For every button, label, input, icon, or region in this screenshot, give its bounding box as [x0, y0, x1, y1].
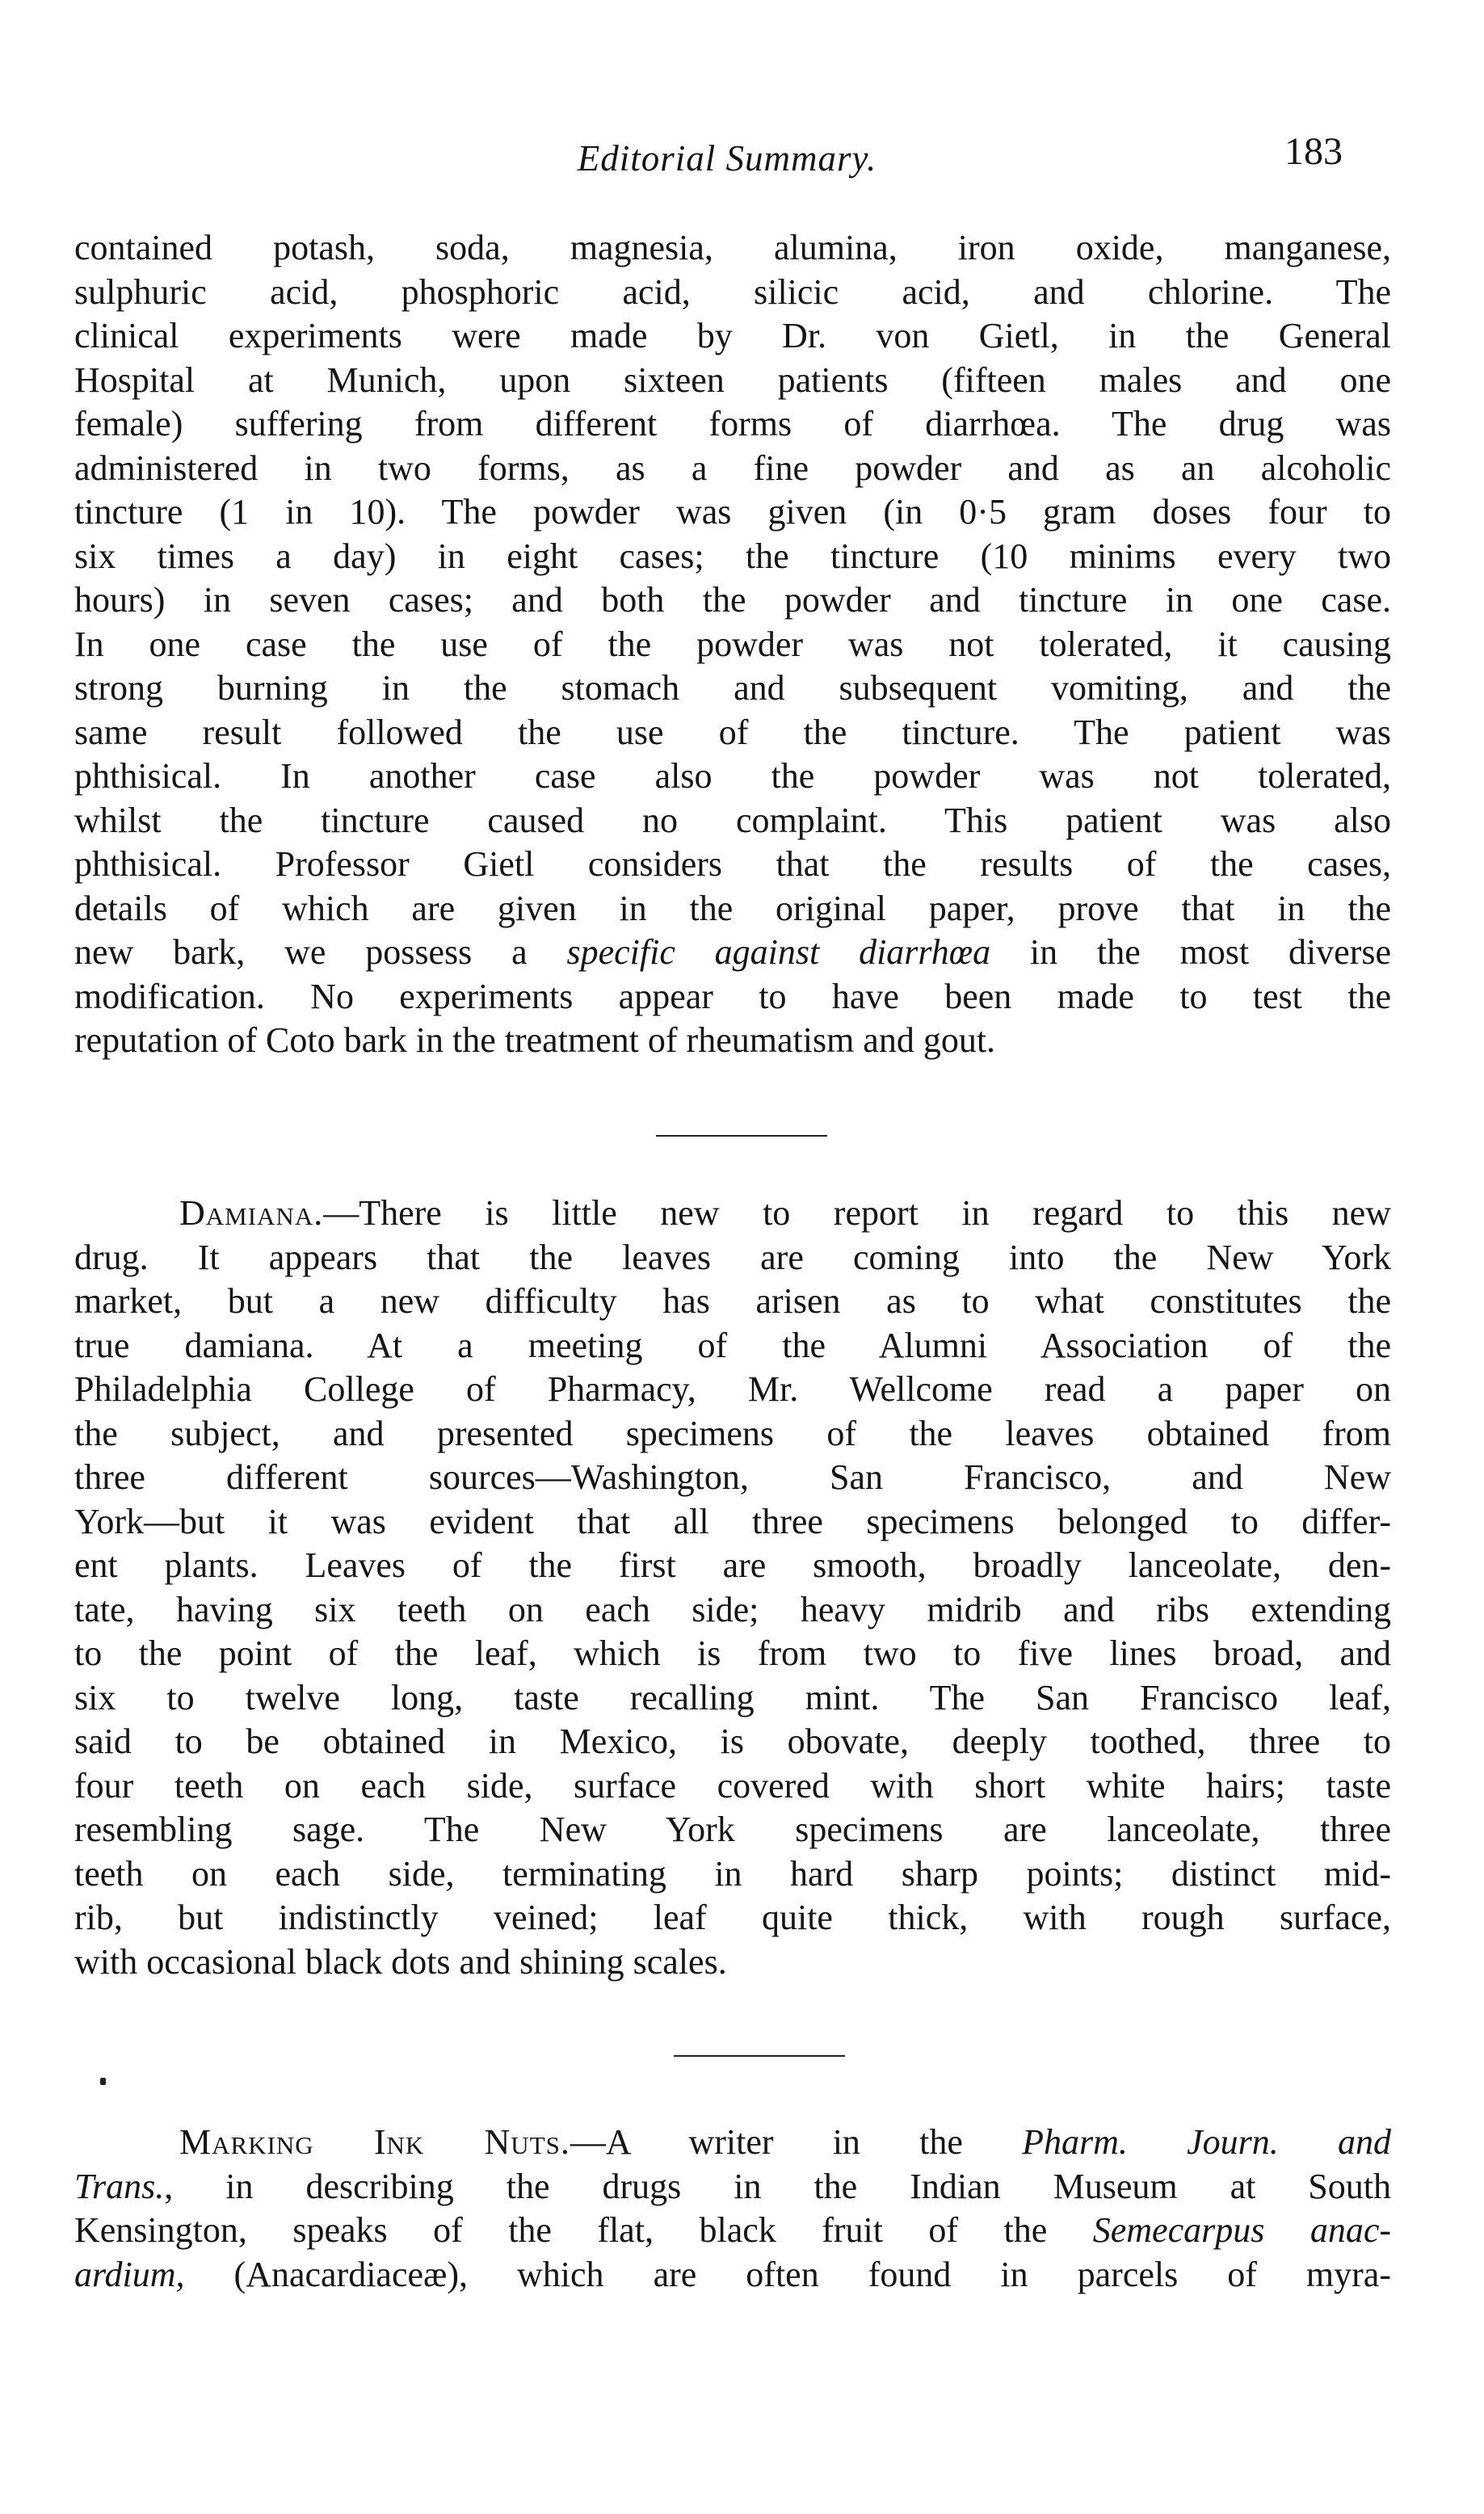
text-line [74, 1192, 1391, 1236]
text-line: tincture (1 in 10). The powder was given (in 0·5 gram doses four to [74, 492, 1391, 532]
text-run: (Anacardiaceæ), which are often found in parcels of myra- [184, 2254, 1391, 2294]
text-line: tate, having six teeth on each side; heavy midrib and ribs extending [74, 1589, 1391, 1629]
text-run: —There is little new to report in regard to this new [323, 1193, 1391, 1233]
text-line: female) suffering from different forms of diarrhœa. The drug was [74, 404, 1391, 444]
section-divider [656, 1135, 827, 1137]
italic-phrase: specific against diarrhœa [566, 932, 991, 972]
coto-paragraph [74, 226, 1391, 1063]
text-line: Hospital at Munich, upon sixteen patients (fifteen males and one [74, 359, 1391, 400]
text-line [74, 931, 1391, 975]
text-line: same result followed the use of the tincture. The patient was [74, 712, 1391, 752]
text-line: contained potash, soda, magnesia, alumina, iron oxide, manganese, [74, 228, 1391, 267]
species-name: ardium, [74, 2254, 185, 2294]
text-line: York—but it was evident that all three specimens belonged to differ- [74, 1501, 1391, 1541]
text-line: market, but a new difficulty has arisen as to what constitutes the [74, 1281, 1391, 1321]
text-line: resembling sage. The New York specimens are lanceolate, three [74, 1810, 1391, 1849]
text-line: six to twelve long, taste recalling mint. The San Francisco leaf, [74, 1677, 1391, 1717]
text-line: hours) in seven cases; and both the powder and tincture in one case. [74, 580, 1391, 620]
running-head: Editorial Summary. [577, 138, 877, 179]
text-line: reputation of Coto bark in the treatment of rheumatism and gout. [74, 1020, 996, 1060]
species-name: Semecarpus anac- [1092, 2210, 1391, 2250]
text-line [74, 2253, 1391, 2297]
text-line: details of which are given in the original paper, prove that in the [74, 888, 1391, 928]
text-line: clinical experiments were made by Dr. von Gietl, in the General [74, 316, 1391, 355]
text-line: to the point of the leaf, which is from two to five lines broad, and [74, 1633, 1391, 1673]
text-line: teeth on each side, terminating in hard sharp points; distinct mid- [74, 1853, 1391, 1894]
text-line: rib, but indistinctly veined; leaf quite thick, with rough surface, [74, 1898, 1391, 1937]
page-number: 183 [1284, 130, 1343, 173]
text-line: drug. It appears that the leaves are coming into the New York [74, 1237, 1391, 1277]
damiana-paragraph [74, 1192, 1391, 1984]
text-run: —A writer in the [570, 2122, 1023, 2162]
text-line: phthisical. Professor Gietl considers that the results of the cases, [74, 844, 1391, 884]
marking-ink-paragraph [74, 2121, 1391, 2297]
text-line: true damiana. At a meeting of the Alumni Association of the [74, 1325, 1391, 1365]
text-line: with occasional black dots and shining scales. [74, 1941, 727, 1982]
text-run: in the most diverse [990, 932, 1392, 972]
text-line: six times a day) in eight cases; the tincture (10 minims every two [74, 536, 1391, 576]
journal-title: Trans. [74, 2166, 165, 2206]
text-run: new bark, we possess a [74, 932, 567, 972]
text-line: whilst the tincture caused no complaint. This patient was also [74, 800, 1391, 840]
text-line: administered in two forms, as a fine powder and as an alcoholic [74, 448, 1391, 488]
text-line: three different sources—Washington, San Francisco, and New [74, 1457, 1391, 1497]
text-line: ent plants. Leaves of the first are smooth, broadly lanceolate, den- [74, 1545, 1391, 1585]
text-line: said to be obtained in Mexico, is obovate, deeply toothed, three to [74, 1722, 1391, 1761]
print-speck [100, 2078, 106, 2085]
text-line: four teeth on each side, surface covered with short white hairs; taste [74, 1765, 1391, 1806]
section-heading: Marking Ink Nuts. [179, 2122, 570, 2162]
text-line: strong burning in the stomach and subsequent vomiting, and the [74, 668, 1391, 708]
text-line: In one case the use of the powder was not tolerated, it causing [74, 624, 1391, 664]
section-heading: Damiana. [179, 1193, 324, 1233]
text-line: phthisical. In another case also the powder was not tolerated, [74, 756, 1391, 796]
text-line [74, 2165, 1391, 2209]
text-line: sulphuric acid, phosphoric acid, silicic acid, and chlorine. The [74, 271, 1391, 312]
section-divider [674, 2055, 845, 2057]
journal-title: Pharm. Journ. and [1022, 2122, 1391, 2162]
text-line [74, 2121, 1391, 2165]
text-run: , in describing the drugs in the Indian Museum at South [164, 2166, 1391, 2206]
text-line [74, 2209, 1391, 2253]
text-line: the subject, and presented specimens of the leaves obtained from [74, 1413, 1391, 1453]
text-line: modification. No experiments appear to have been made to test the [74, 976, 1391, 1016]
text-run: Kensington, speaks of the flat, black fruit of the [74, 2210, 1093, 2250]
text-line: Philadelphia College of Pharmacy, Mr. Wellcome read a paper on [74, 1369, 1391, 1409]
